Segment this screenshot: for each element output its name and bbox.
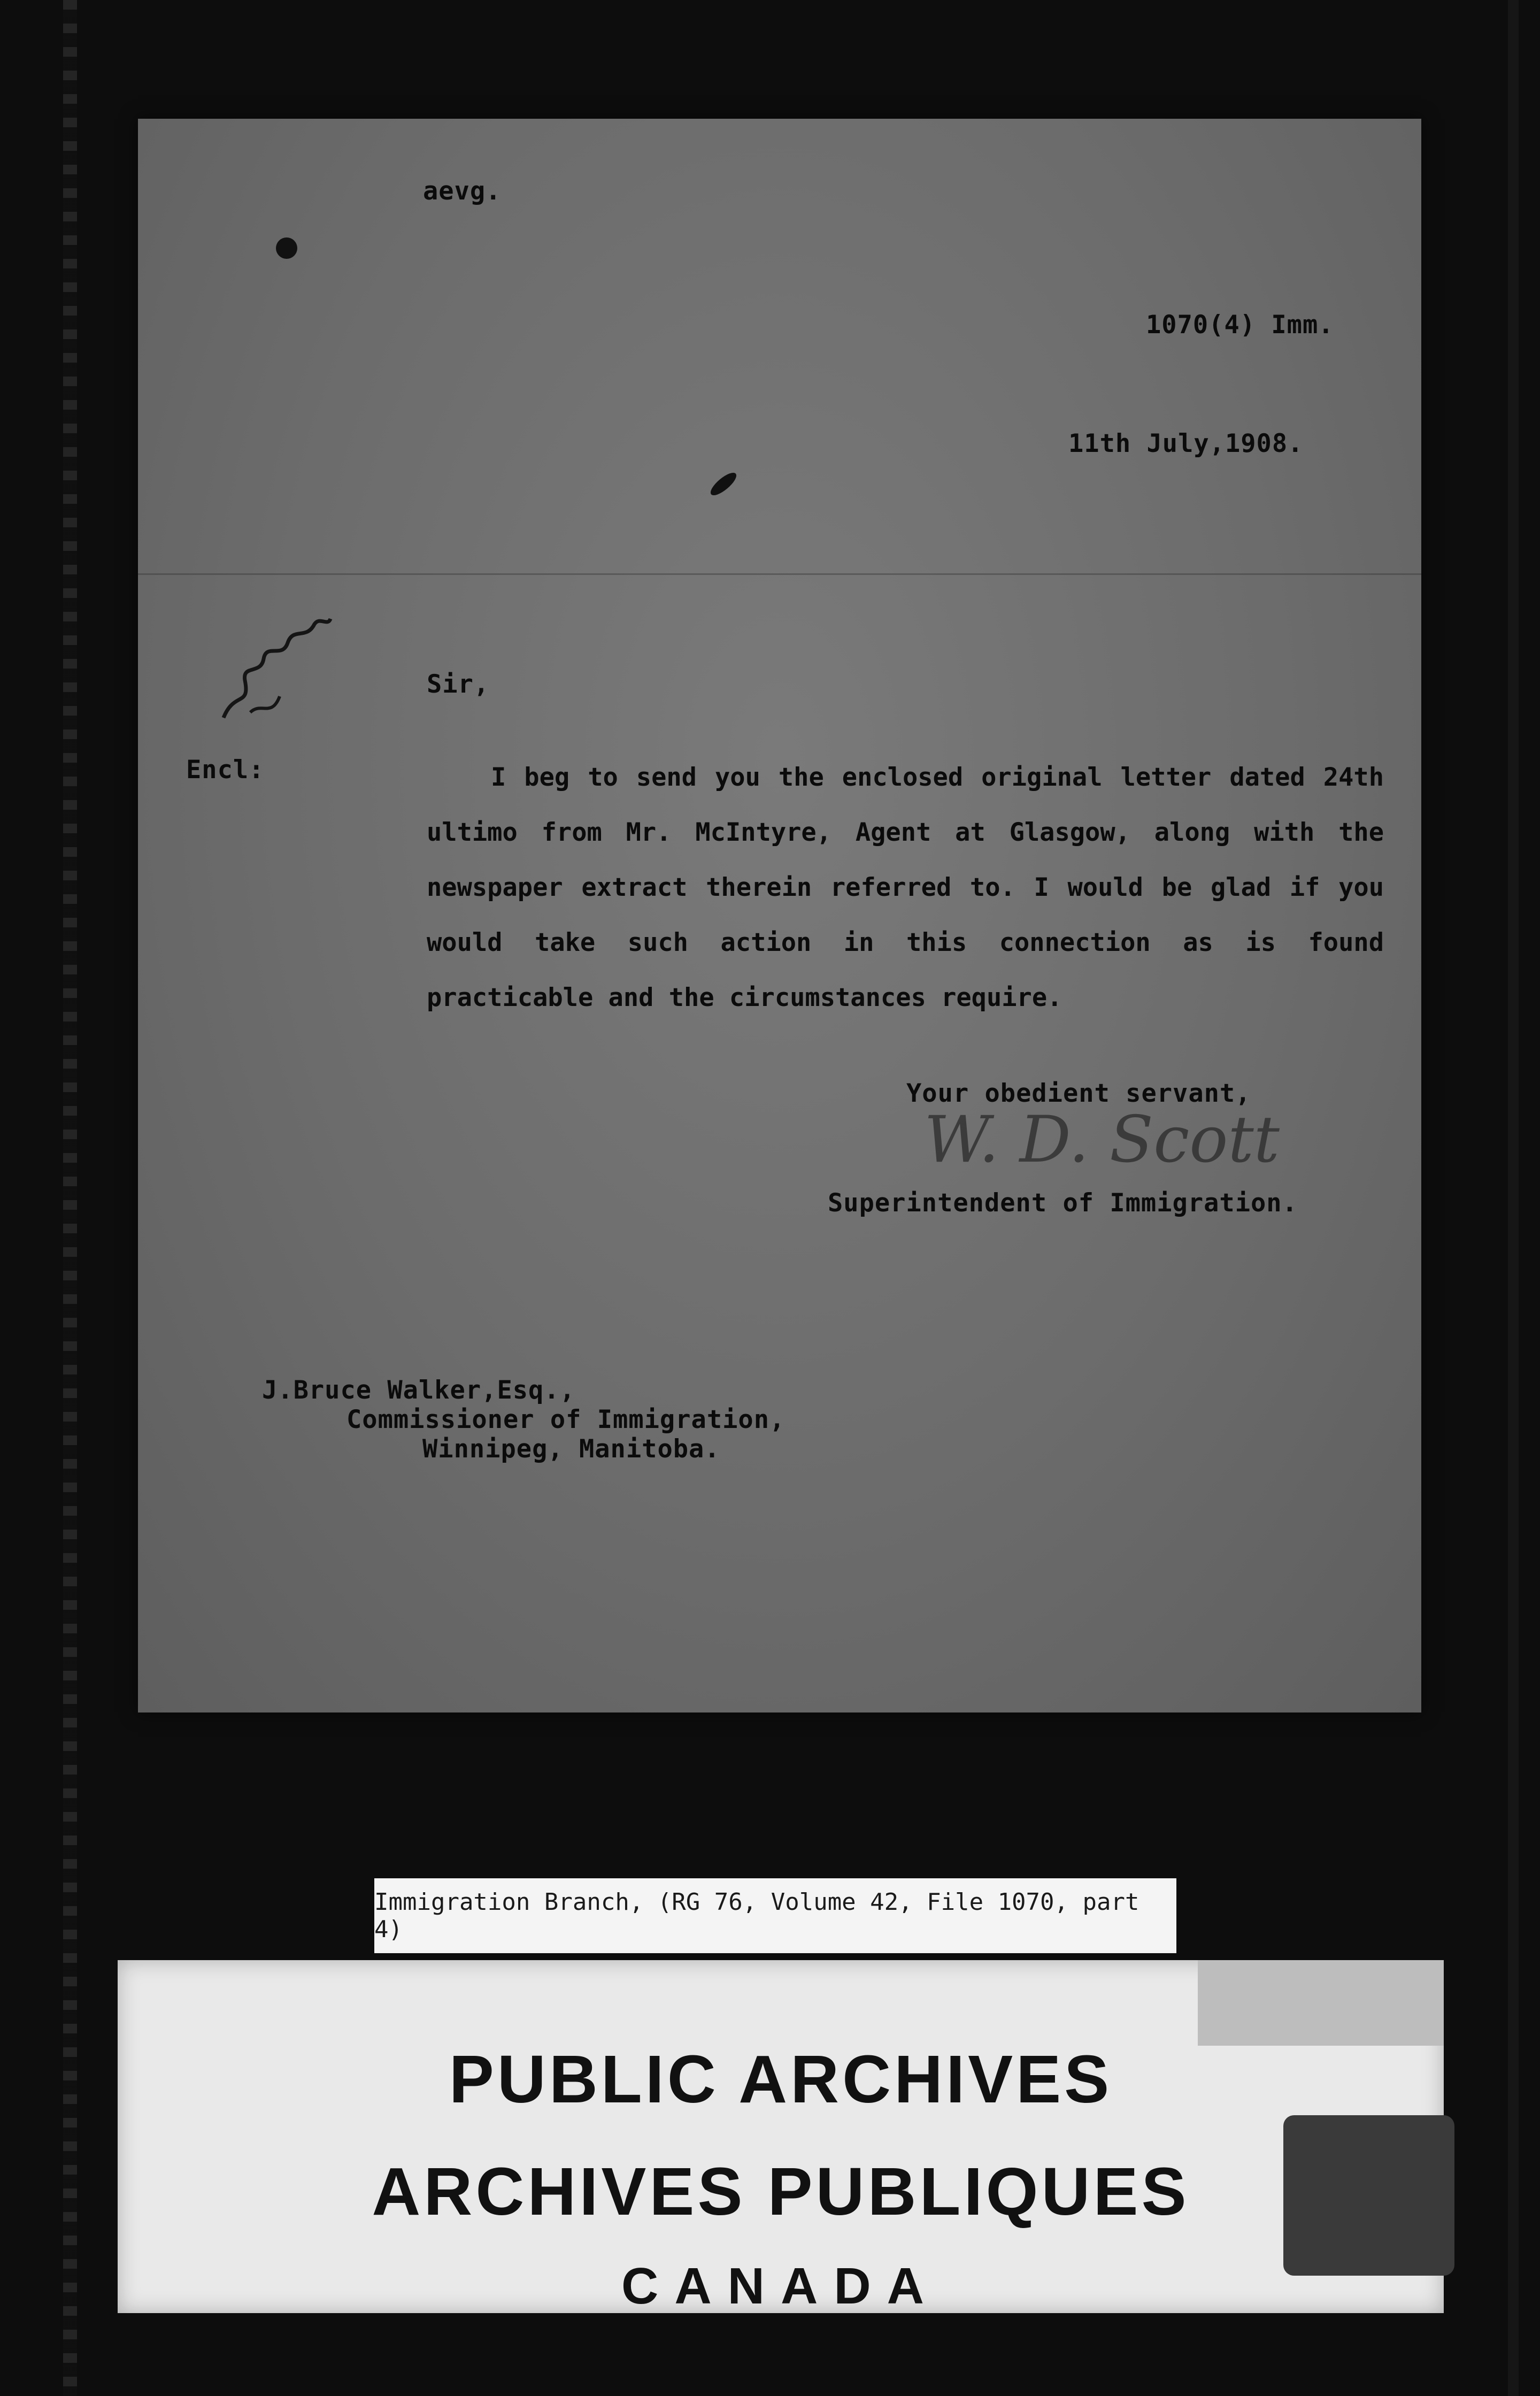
letter-body: I beg to send you the enclosed original letter dated 24th ultimo from Mr. McIntyre, Agent at Glasgow, along with the newspaper extract therein referred to. I would be glad if you would take such action in this connection as is found practicable and the circumstances require. [427,763,1384,1012]
recipient-location: Winnipeg, Manitoba. [422,1434,720,1464]
letter-page [138,119,1421,1712]
fold-line [138,573,1421,575]
archive-reference-label [374,1878,1176,1953]
archive-title-english: PUBLIC ARCHIVES [449,2041,1113,2117]
ink-blot [276,237,297,259]
signature-text: W. D. Scott [924,1103,1280,1177]
recipient-name: J.Bruce Walker,Esq., [262,1376,575,1405]
letter-date: 11th July,1908. [1068,429,1304,458]
archive-title-french: ARCHIVES PUBLIQUES [372,2154,1190,2229]
archive-country: CANADA [621,2257,940,2315]
recipient-title: Commissioner of Immigration, [346,1405,786,1434]
film-strip-edge [63,0,77,2396]
handwritten-annotation [213,611,336,739]
ink-smudge [707,469,740,498]
signatory-title: Superintendent of Immigration. [828,1188,1298,1218]
archive-reference-text: Immigration Branch, (RG 76, Volume 42, File 1070, part 4) [374,1888,1139,1943]
closing: Your obedient servant, [906,1079,1251,1108]
salutation: Sir, [427,670,490,699]
file-reference: 1070(4) Imm. [1146,310,1334,340]
enclosure-note: Encl: [186,755,265,785]
card-shadow [1198,1960,1444,2046]
typist-initials: aevg. [423,176,502,206]
film-strip-edge-right [1508,0,1519,2396]
public-archives-card [118,1960,1444,2313]
